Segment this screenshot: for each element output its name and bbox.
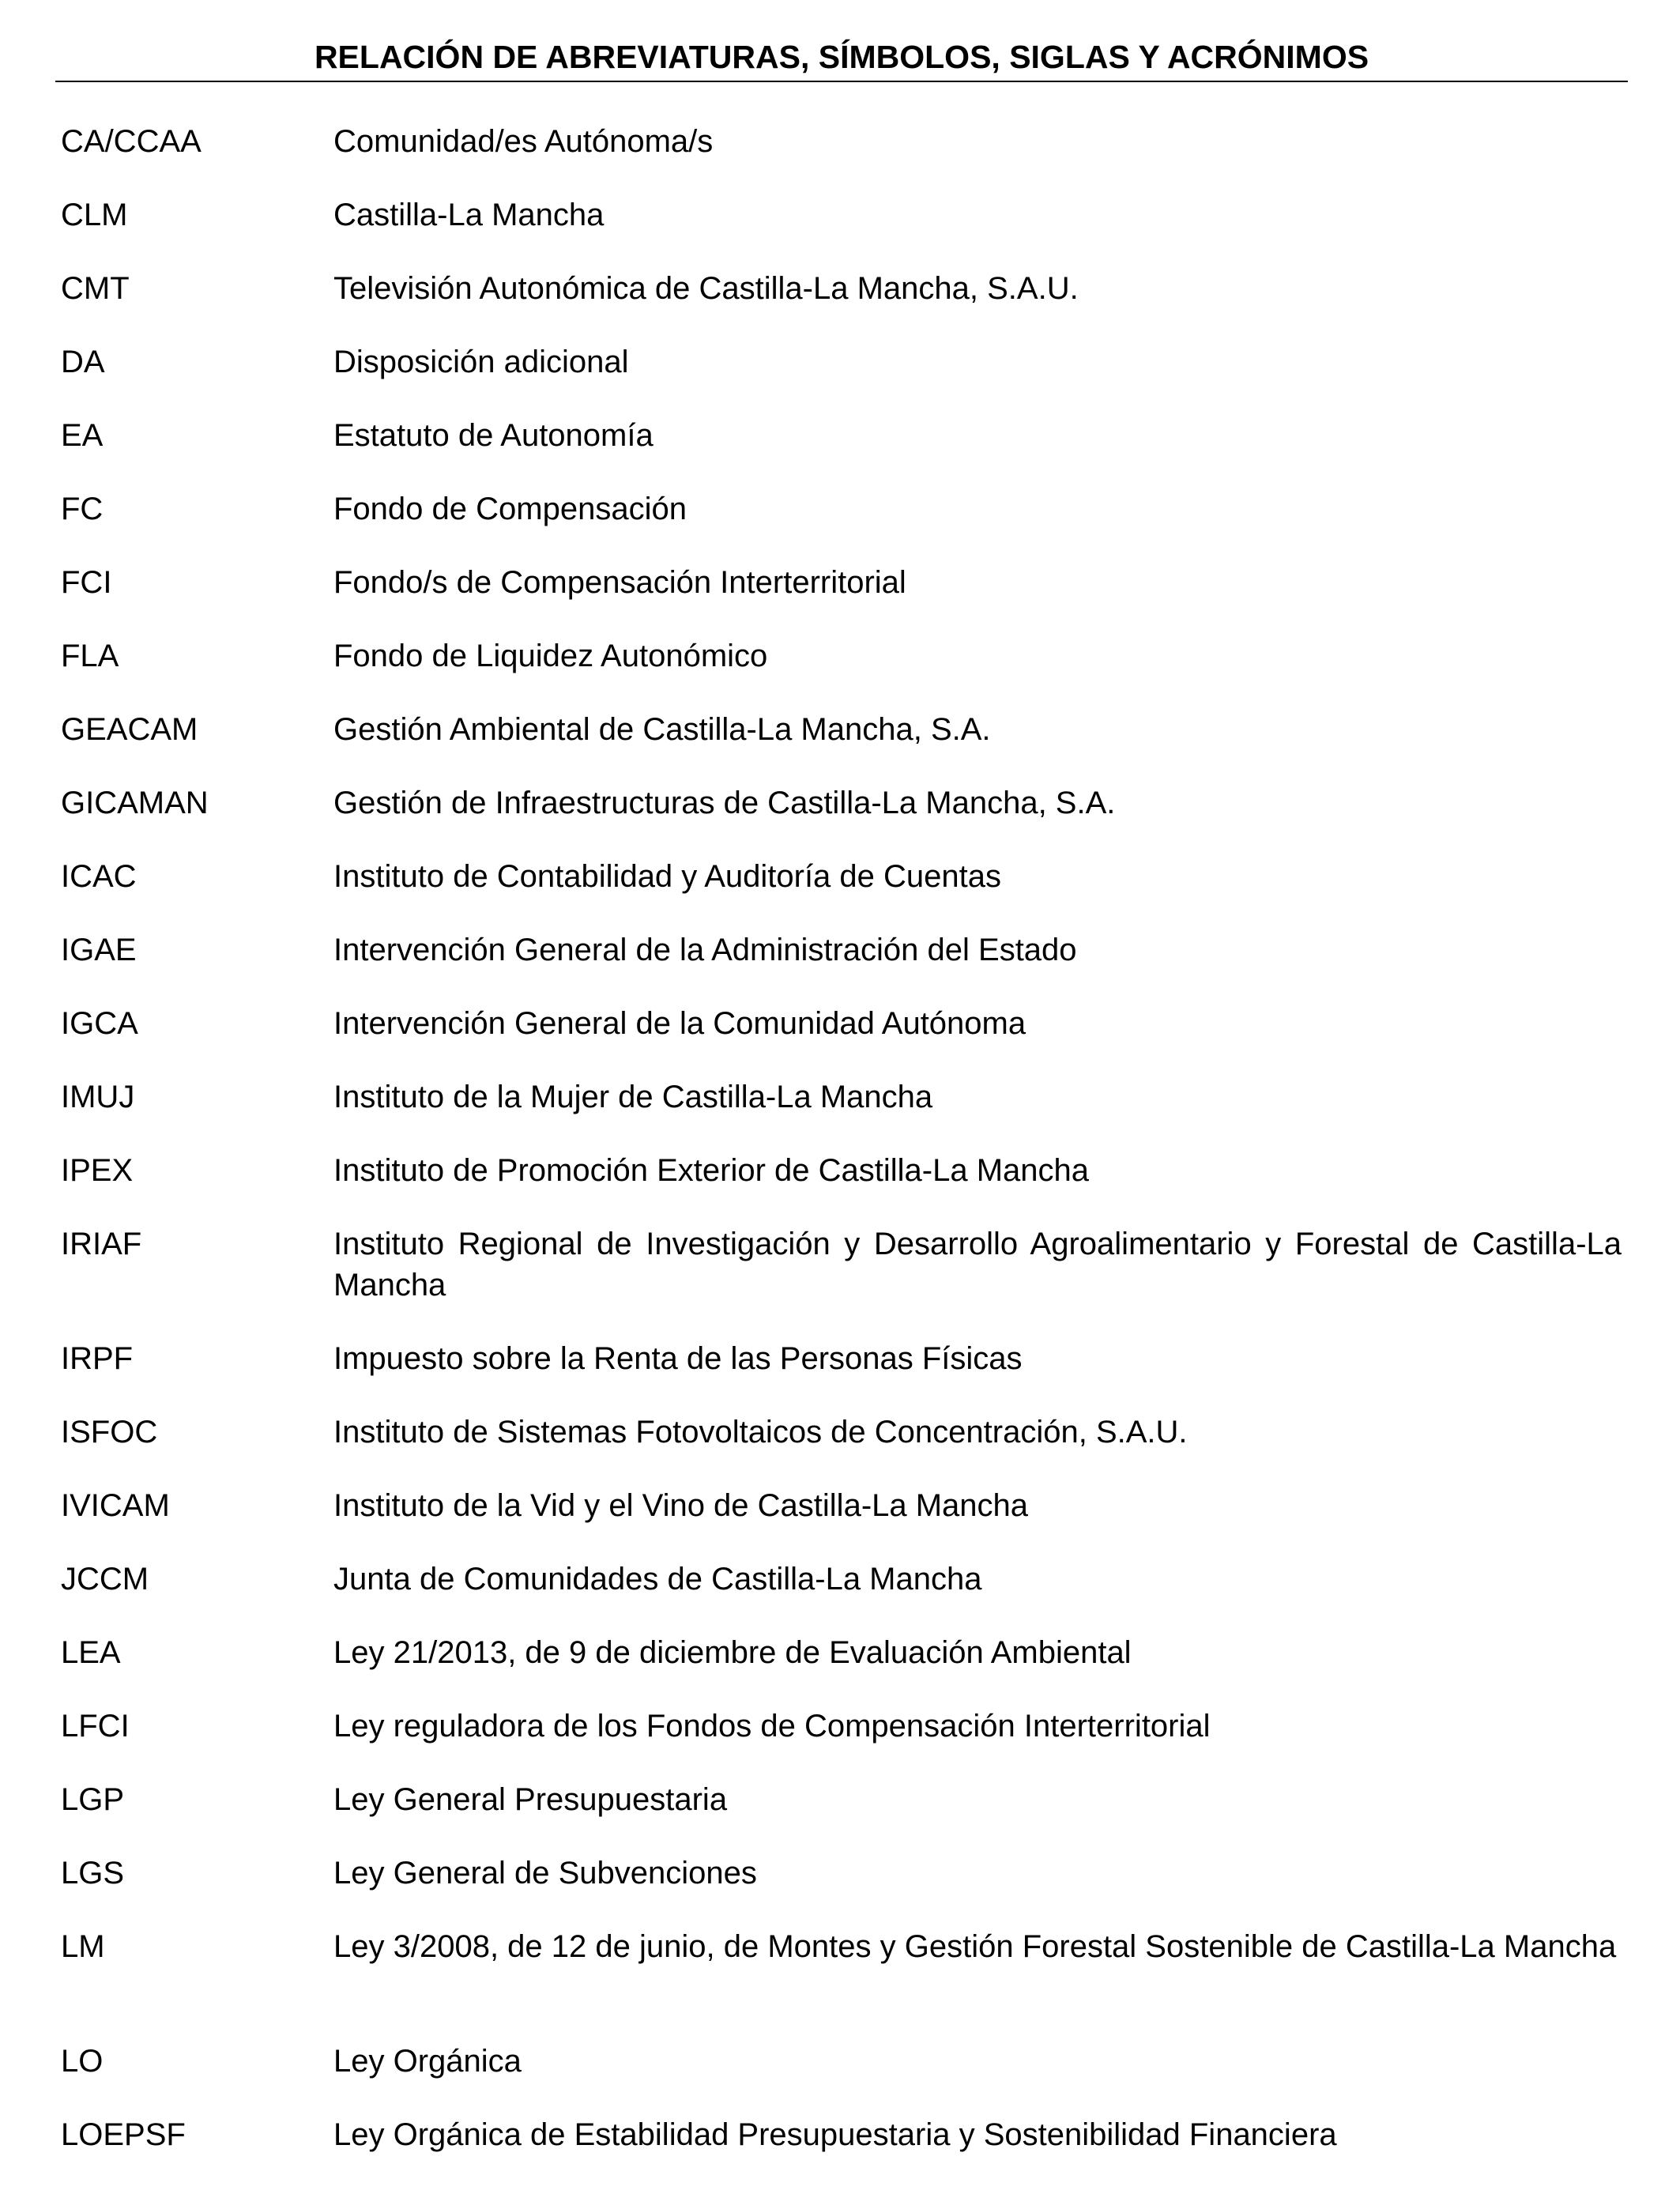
abbreviation: IVICAM (61, 1488, 170, 1523)
abbreviation-meaning: Instituto de Promoción Exterior de Castilla-La Mancha (333, 1153, 1090, 1188)
abbreviation-meaning: Fondo de Compensación (333, 492, 687, 526)
abbreviation-meaning: Gestión Ambiental de Castilla-La Mancha, S.A. (333, 712, 991, 747)
abbreviation-meaning: Estatuto de Autonomía (333, 418, 654, 453)
abbreviation: IGAE (61, 933, 137, 967)
abbreviation-meaning: Disposición adicional (333, 345, 629, 379)
abbreviation: FCI (61, 565, 112, 600)
abbreviation: IRIAF (61, 1227, 142, 1261)
abbreviation: LFCI (61, 1709, 130, 1744)
abbreviation: CLM (61, 198, 128, 232)
abbreviation: LO (61, 2044, 104, 2079)
document-title: RELACIÓN DE ABREVIATURAS, SÍMBOLOS, SIGLAS Y ACRÓNIMOS (314, 39, 1369, 75)
abbreviation: LEA (61, 1635, 121, 1670)
abbreviation: ISFOC (61, 1415, 158, 1449)
abbreviation-meaning: Fondo/s de Compensación Interterritorial (333, 565, 906, 600)
abbreviation-meaning: Instituto de la Vid y el Vino de Castilla-La Mancha (333, 1488, 1029, 1523)
abbreviation-meaning: Ley General Presupuestaria (333, 1782, 728, 1817)
abbreviation-meaning: Comunidad/es Autónoma/s (333, 124, 714, 159)
abbreviation-meaning: Intervención General de la Comunidad Autónoma (333, 1006, 1026, 1041)
abbreviation: ICAC (61, 859, 137, 894)
abbreviation-meaning: Instituto de Contabilidad y Auditoría de Cuentas (333, 859, 1001, 894)
abbreviation-meaning: Impuesto sobre la Renta de las Personas Físicas (333, 1341, 1023, 1376)
abbreviation-meaning: Ley reguladora de los Fondos de Compensación Interterritorial (333, 1709, 1211, 1744)
abbreviation: LOEPSF (61, 2117, 186, 2152)
abbreviation: JCCM (61, 1562, 149, 1596)
abbreviation: LGP (61, 1782, 125, 1817)
abbreviation-meaning: Fondo de Liquidez Autonómico (333, 639, 768, 673)
abbreviation-meaning: Ley General de Subvenciones (333, 1856, 757, 1891)
abbreviation: LM (61, 1929, 105, 1964)
abbreviation: FLA (61, 639, 119, 673)
abbreviation: CA/CCAA (61, 124, 202, 159)
abbreviation-meaning: Intervención General de la Administración del Estado (333, 933, 1077, 967)
abbreviation-meaning: Instituto Regional de Investigación y Desarrollo Agroalimentario y Forestal de Castilla-La Mancha (333, 1227, 1622, 1302)
abbreviation: DA (61, 345, 105, 379)
abbreviation: IGCA (61, 1006, 138, 1041)
abbreviation: IMUJ (61, 1080, 135, 1114)
abbreviation-meaning: Gestión de Infraestructuras de Castilla-La Mancha, S.A. (333, 786, 1116, 820)
abbreviation-meaning: Ley 3/2008, de 12 de junio, de Montes y Gestión Forestal Sostenible de Castilla-La Mancha (333, 1929, 1617, 1964)
abbreviation: EA (61, 418, 104, 453)
abbreviation-meaning: Ley 21/2013, de 9 de diciembre de Evaluación Ambiental (333, 1635, 1132, 1670)
abbreviation: FC (61, 492, 104, 526)
abbreviation: CMT (61, 271, 130, 306)
abbreviation-meaning: Instituto de Sistemas Fotovoltaicos de Concentración, S.A.U. (333, 1415, 1188, 1449)
abbreviation-meaning: Televisión Autonómica de Castilla-La Mancha, S.A.U. (333, 271, 1079, 306)
abbreviation-meaning: Ley Orgánica de Estabilidad Presupuestaria y Sostenibilidad Financiera (333, 2117, 1337, 2152)
abbreviation-meaning: Junta de Comunidades de Castilla-La Mancha (333, 1562, 982, 1596)
abbreviation: GICAMAN (61, 786, 209, 820)
abbreviation-meaning: Castilla-La Mancha (333, 198, 605, 232)
abbreviation: LGS (61, 1856, 125, 1891)
abbreviation-meaning: Ley Orgánica (333, 2044, 522, 2079)
abbreviation: IPEX (61, 1153, 134, 1188)
abbreviation: GEACAM (61, 712, 198, 747)
abbreviation-meaning: Instituto de la Mujer de Castilla-La Mancha (333, 1080, 933, 1114)
abbreviation: IRPF (61, 1341, 134, 1376)
